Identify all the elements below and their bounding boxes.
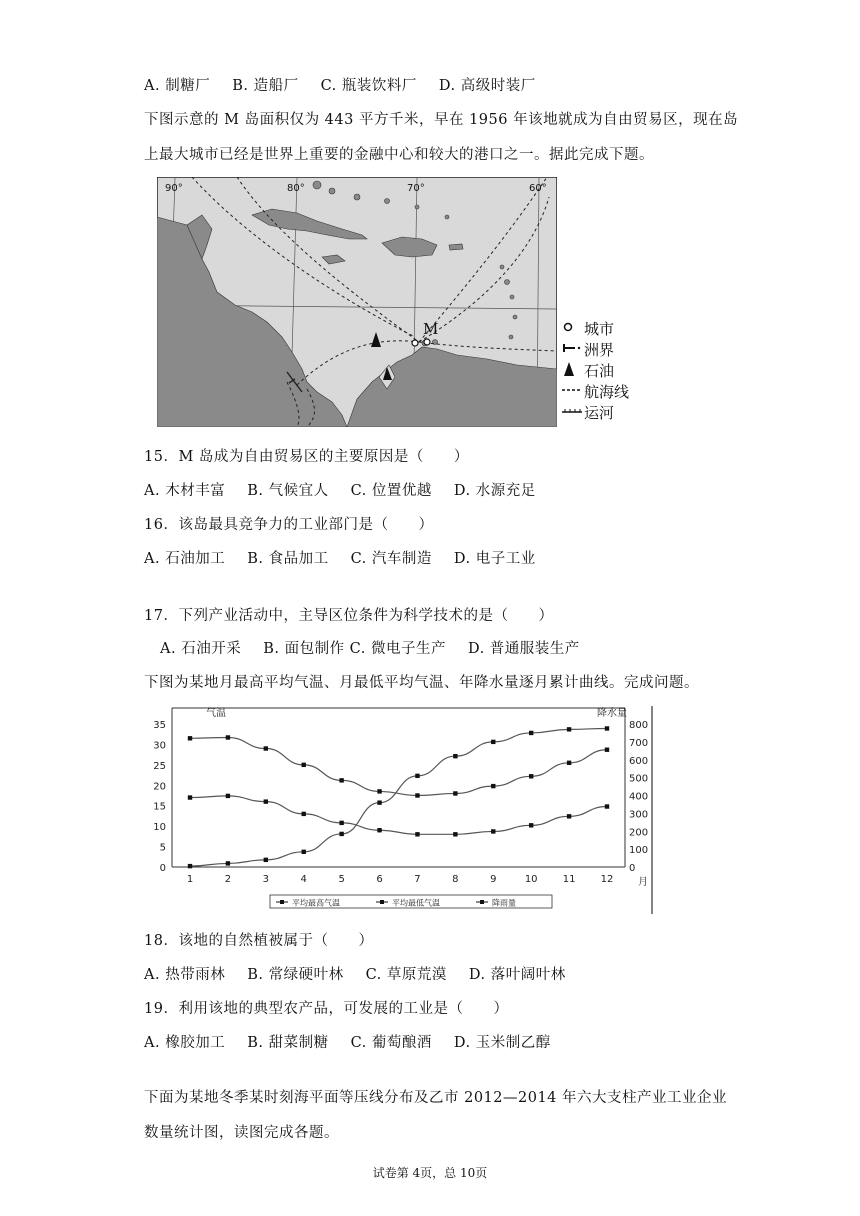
series-point xyxy=(302,812,306,816)
series-point xyxy=(453,754,457,758)
y-right-tick-label: 0 xyxy=(629,863,636,874)
series-point xyxy=(605,748,609,752)
x-tick-label: 5 xyxy=(338,874,345,885)
series-point xyxy=(567,761,571,765)
q18-option-a: A. 热带雨林 xyxy=(144,967,226,983)
q14-option-b: B. 造船厂 xyxy=(232,78,299,94)
series-point xyxy=(339,832,343,836)
q18-options xyxy=(144,963,588,984)
legend-marker-icon xyxy=(280,900,284,904)
climate-chart xyxy=(140,700,685,916)
series-point xyxy=(377,800,381,804)
q16-option-c: C. 汽车制造 xyxy=(350,551,432,567)
series-point xyxy=(226,735,230,739)
chart-frame xyxy=(172,706,652,914)
series-point xyxy=(302,850,306,854)
series-point xyxy=(415,774,419,778)
series-point xyxy=(264,746,268,750)
series-point xyxy=(264,858,268,862)
series-point xyxy=(605,804,609,808)
q18-option-b: B. 常绿硬叶林 xyxy=(247,967,344,983)
y-left-tick-label: 0 xyxy=(159,863,166,874)
series-point xyxy=(529,774,533,778)
y-left-tick-label: 35 xyxy=(153,720,166,731)
longitude-label: 80° xyxy=(287,183,305,194)
legend-marker-icon xyxy=(480,900,484,904)
q14-option-a: A. 制糖厂 xyxy=(144,78,211,94)
x-tick-label: 2 xyxy=(224,874,232,885)
x-tick-label: 7 xyxy=(414,874,421,885)
legend-item-route xyxy=(562,381,629,402)
q16-option-b: B. 食品加工 xyxy=(247,551,329,567)
x-tick-label: 6 xyxy=(376,874,383,885)
legend-item-city xyxy=(562,318,629,339)
q17-stem: 17．下列产业活动中，主导区位条件为科学技术的是（ ） xyxy=(144,608,554,624)
x-tick-label: 9 xyxy=(490,874,497,885)
q15-option-a: A. 木材丰富 xyxy=(144,483,226,499)
series-point xyxy=(264,799,268,803)
series-point xyxy=(605,726,609,730)
longitude-label: 90° xyxy=(165,183,183,194)
series-point xyxy=(529,731,533,735)
city-icon xyxy=(424,339,430,345)
y-right-tick-label: 400 xyxy=(629,791,649,803)
series-point xyxy=(491,829,495,833)
chart-series xyxy=(188,726,609,868)
series-point xyxy=(491,740,495,744)
city-icon xyxy=(562,320,584,338)
oil-icon xyxy=(562,361,584,381)
series-line xyxy=(190,728,607,866)
q15-option-c: C. 位置优越 xyxy=(350,483,432,499)
series-point xyxy=(226,861,230,865)
y-left-tick-label: 15 xyxy=(153,801,166,813)
series-point xyxy=(453,791,457,795)
x-tick-label: 1 xyxy=(186,874,194,885)
q19-options xyxy=(144,1031,573,1052)
q17-options xyxy=(160,637,602,658)
q16-options xyxy=(144,547,558,568)
shipping-route-icon xyxy=(562,383,584,401)
page-footer: 试卷第 4页，总 10页 xyxy=(372,1166,488,1180)
series-point xyxy=(188,864,192,868)
q18-option-c: C. 草原荒漠 xyxy=(365,967,447,983)
series-point xyxy=(415,793,419,797)
y-left-tick-label: 10 xyxy=(153,822,166,834)
q18-stem: 18．该地的自然植被属于（ ） xyxy=(144,933,374,949)
y-left-tick-label: 20 xyxy=(153,781,166,793)
intro-next-line2: 数量统计图，读图完成各题。 xyxy=(144,1125,339,1141)
intro-next-line1: 下面为某地冬季某时刻海平面等压线分布及乙市 2012—2014 年六大支柱产业工业企业 xyxy=(144,1090,728,1106)
y-left-tick-label: 25 xyxy=(153,760,166,772)
continent-boundary-icon xyxy=(562,341,584,359)
y-left-tick-label: 30 xyxy=(153,740,166,752)
series-point xyxy=(377,789,381,793)
series-point xyxy=(226,794,230,798)
y-left-tick-label: 5 xyxy=(159,842,166,854)
series-point xyxy=(567,814,571,818)
x-tick-label: 12 xyxy=(600,874,614,885)
series-point xyxy=(377,828,381,832)
legend-label: 城市 xyxy=(584,320,615,338)
q17-option-a: A. 石油开采 xyxy=(160,641,242,657)
legend-label: 洲界 xyxy=(584,341,615,359)
series-point xyxy=(188,795,192,799)
series-point xyxy=(415,832,419,836)
legend-label: 平均最高气温 xyxy=(292,898,340,908)
city-icon xyxy=(412,340,418,346)
x-tick-label: 10 xyxy=(524,874,538,885)
q15-option-b: B. 气候宜人 xyxy=(247,483,329,499)
q15-stem: 15．M 岛成为自由贸易区的主要原因是（ ） xyxy=(144,449,469,465)
q17-option-d: D. 普通服装生产 xyxy=(467,641,580,657)
q18-option-d: D. 落叶阔叶林 xyxy=(468,967,566,983)
legend-item-canal xyxy=(562,402,629,423)
y-right-axis-title: 降水量 xyxy=(597,708,627,719)
intro-m-line1: 下图示意的 M 岛面积仅为 443 平方千米，早在 1956 年该地就成为自由贸易区，现在岛 xyxy=(144,112,739,128)
q19-stem: 19．利用该地的典型农产品，可发展的工业是（ ） xyxy=(144,1001,509,1017)
legend-label: 航海线 xyxy=(584,383,630,401)
q17-option-bc: B. 面包制作 C. 微电子生产 xyxy=(263,641,446,657)
y-right-tick-label: 500 xyxy=(629,773,649,785)
q15-options xyxy=(144,479,558,500)
legend-label: 运河 xyxy=(584,404,615,422)
q15-option-d: D. 水源充足 xyxy=(453,483,536,499)
intro-m-line2: 上最大城市已经是世界上重要的金融中心和较大的港口之一。据此完成下题。 xyxy=(144,147,654,163)
series-point xyxy=(339,778,343,782)
series-point xyxy=(302,763,306,767)
series-point xyxy=(188,736,192,740)
series-line xyxy=(190,796,607,834)
series-point xyxy=(339,821,343,825)
legend-item-boundary xyxy=(562,339,629,360)
y-right-tick-label: 300 xyxy=(629,809,649,821)
series-point xyxy=(491,784,495,788)
y-right-tick-label: 200 xyxy=(629,827,649,839)
legend-marker-icon xyxy=(380,900,384,904)
y-right-tick-label: 800 xyxy=(629,720,649,731)
q14-options xyxy=(144,74,558,95)
legend-label: 降雨量 xyxy=(492,898,516,908)
y-right-tick-label: 600 xyxy=(629,755,649,767)
y-left-axis-title: 气温 xyxy=(206,708,226,719)
q16-stem: 16．该岛最具竞争力的工业部门是（ ） xyxy=(144,517,434,533)
series-point xyxy=(529,823,533,827)
x-axis-title: 月 xyxy=(638,877,648,888)
q19-option-d: D. 玉米制乙醇 xyxy=(453,1035,551,1051)
q16-option-d: D. 电子工业 xyxy=(453,551,536,567)
map-legend xyxy=(562,318,629,423)
longitude-label: 70° xyxy=(407,183,425,194)
series-line xyxy=(190,737,607,795)
series-point xyxy=(567,727,571,731)
longitude-label: 60° xyxy=(529,183,547,194)
x-tick-label: 11 xyxy=(562,874,576,885)
legend-label: 石油 xyxy=(584,362,615,380)
q19-option-a: A. 橡胶加工 xyxy=(144,1035,226,1051)
q19-option-c: C. 葡萄酿酒 xyxy=(350,1035,432,1051)
intro-chart: 下图为某地月最高平均气温、月最低平均气温、年降水量逐月累计曲线。完成问题。 xyxy=(144,675,699,691)
caribbean-map xyxy=(157,177,557,427)
y-right-tick-label: 700 xyxy=(629,737,649,749)
legend-label: 平均最低气温 xyxy=(392,898,440,908)
legend-item-oil xyxy=(562,360,629,381)
x-tick-label: 3 xyxy=(262,874,270,885)
island-label: M xyxy=(423,320,439,338)
series-point xyxy=(453,832,457,836)
y-right-tick-label: 100 xyxy=(629,845,649,857)
canal-icon xyxy=(562,404,584,422)
chart-legend xyxy=(270,895,552,908)
q14-option-d: D. 高级时装厂 xyxy=(438,78,536,94)
q19-option-b: B. 甜菜制糖 xyxy=(247,1035,329,1051)
q14-option-c: C. 瓶装饮料厂 xyxy=(320,78,417,94)
x-tick-label: 8 xyxy=(452,874,459,885)
x-tick-label: 4 xyxy=(300,874,307,885)
q16-option-a: A. 石油加工 xyxy=(144,551,226,567)
